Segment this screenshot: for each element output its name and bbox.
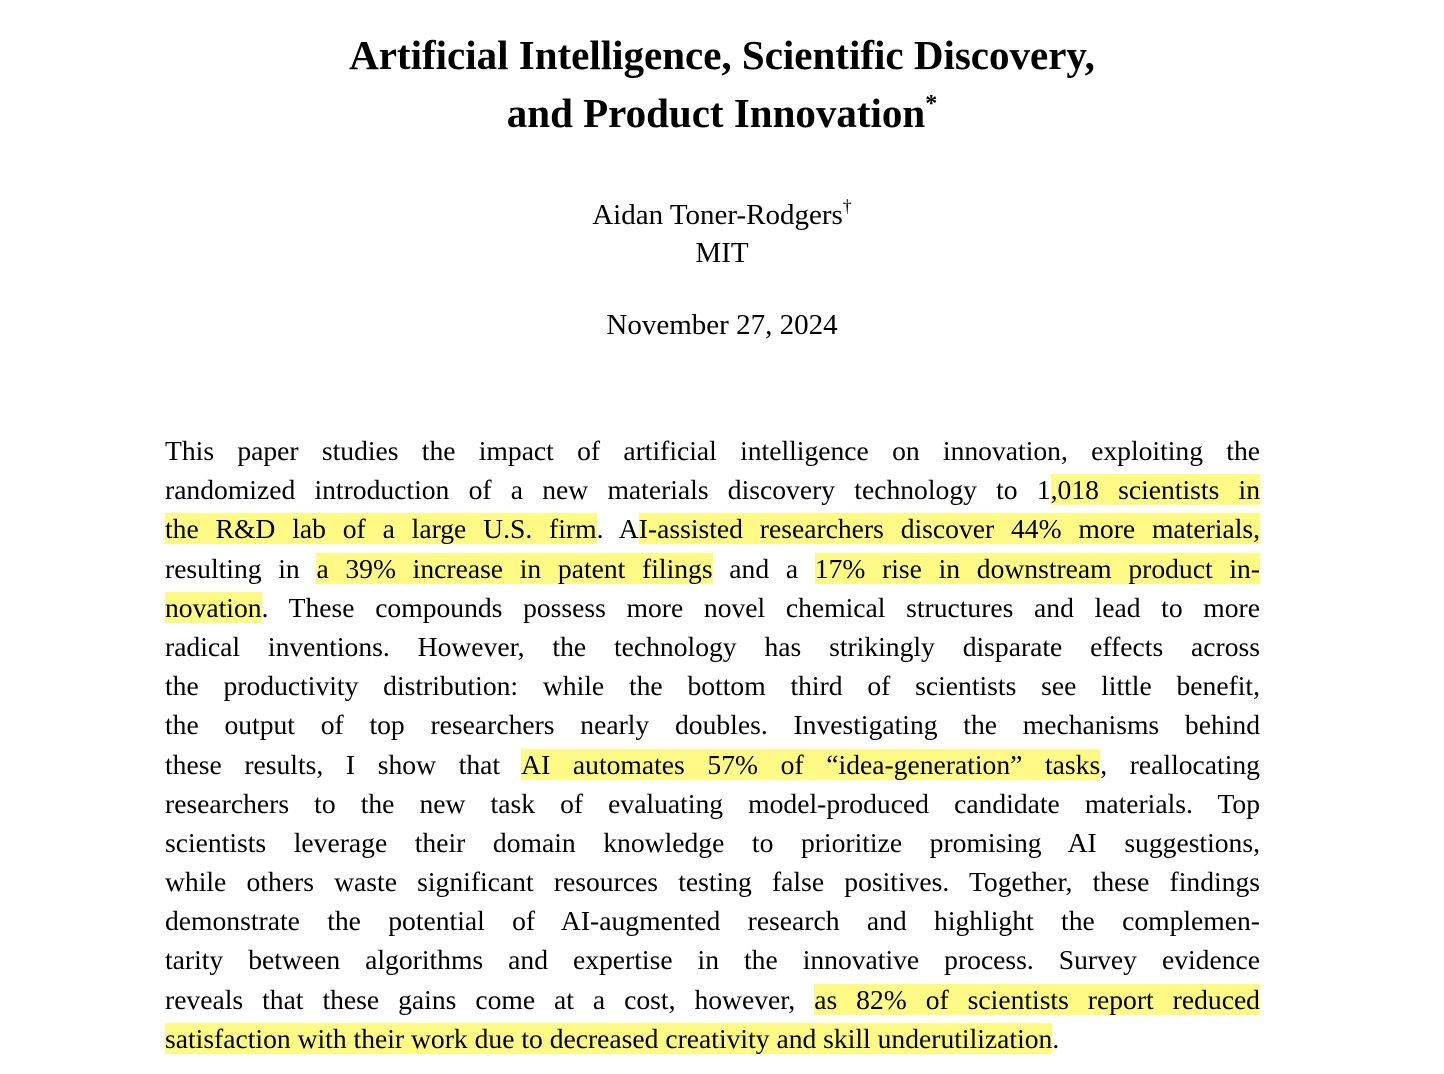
abstract	[165, 431, 1260, 1058]
abstract-line	[165, 666, 1260, 705]
abstract-text: researchers to the new task of evaluating model-produced candidate materials. Top	[165, 787, 1260, 819]
abstract-line	[165, 705, 1260, 744]
abstract-line	[165, 745, 1260, 784]
abstract-line	[165, 509, 1260, 548]
abstract-line	[165, 1019, 1260, 1058]
abstract-line	[165, 980, 1260, 1019]
highlighted-text: I-assisted researchers discover 44% more materials,	[638, 513, 1261, 545]
title-line-1: Artificial Intelligence, Scientific Discovery,	[349, 32, 1095, 78]
abstract-line	[165, 784, 1260, 823]
abstract-line	[165, 901, 1260, 940]
abstract-text: reveals that these gains come at a cost, however,	[165, 983, 815, 1015]
highlighted-text: novation	[165, 591, 262, 623]
abstract-line	[165, 940, 1260, 979]
abstract-line	[165, 431, 1260, 470]
highlighted-text: 17% rise in downstream product in-	[814, 552, 1260, 584]
abstract-line	[165, 862, 1260, 901]
abstract-text: these results, I show that	[165, 748, 522, 780]
highlighted-text: satisfaction with their work due to decreased creativity and skill underutilization	[165, 1022, 1053, 1054]
abstract-text: the productivity distribution: while the bottom third of scientists see little benefit,	[165, 670, 1260, 702]
abstract-line	[165, 823, 1260, 862]
author-footnote-mark: †	[842, 196, 852, 216]
abstract-text: This paper studies the impact of artificial intelligence on innovation, exploiting the	[165, 435, 1260, 466]
title-line-2: and Product Innovation*	[506, 90, 938, 136]
abstract-line	[165, 588, 1260, 627]
abstract-text: radical inventions. However, the technology has strikingly disparate effects across	[165, 630, 1260, 662]
abstract-text: the output of top researchers nearly doubles. Investigating the mechanisms behind	[165, 709, 1260, 741]
abstract-text: while others waste significant resources testing false positives. Together, these findings	[165, 866, 1260, 898]
abstract-line	[165, 627, 1260, 666]
abstract-text: and a	[712, 552, 815, 584]
abstract-text: . These compounds possess more novel chemical structures and lead to more	[261, 591, 1260, 623]
highlighted-text: the R&D lab of a large U.S. firm	[165, 513, 597, 545]
abstract-text: demonstrate the potential of AI-augmented research and highlight the complemen-	[165, 905, 1260, 937]
paper-title	[0, 26, 1444, 142]
abstract-text: .	[1052, 1022, 1060, 1054]
abstract-text: randomized introduction of a new materials discovery technology to 1	[165, 474, 1051, 506]
highlighted-text: a 39% increase in patent filings	[316, 552, 713, 584]
highlighted-text: ,018 scientists in	[1050, 474, 1260, 506]
title-footnote-mark: *	[925, 91, 938, 117]
author-affiliation: MIT	[695, 237, 749, 269]
abstract-line	[165, 470, 1260, 509]
abstract-text: , reallocating	[1100, 748, 1260, 780]
abstract-text: resulting in	[165, 552, 317, 584]
abstract-text: scientists leverage their domain knowledge to prioritize promising AI suggestions,	[165, 826, 1260, 858]
abstract-line	[165, 549, 1260, 588]
abstract-text: . A	[596, 513, 639, 545]
publication-date: November 27, 2024	[606, 309, 838, 341]
author-block	[0, 196, 1444, 272]
abstract-text: tarity between algorithms and expertise in the innovative process. Survey evidence	[165, 944, 1260, 976]
highlighted-text: as 82% of scientists report reduced	[814, 983, 1260, 1015]
author-name: Aidan Toner-Rodgers†	[592, 196, 852, 231]
highlighted-text: AI automates 57% of “idea-generation” tasks	[521, 748, 1101, 780]
